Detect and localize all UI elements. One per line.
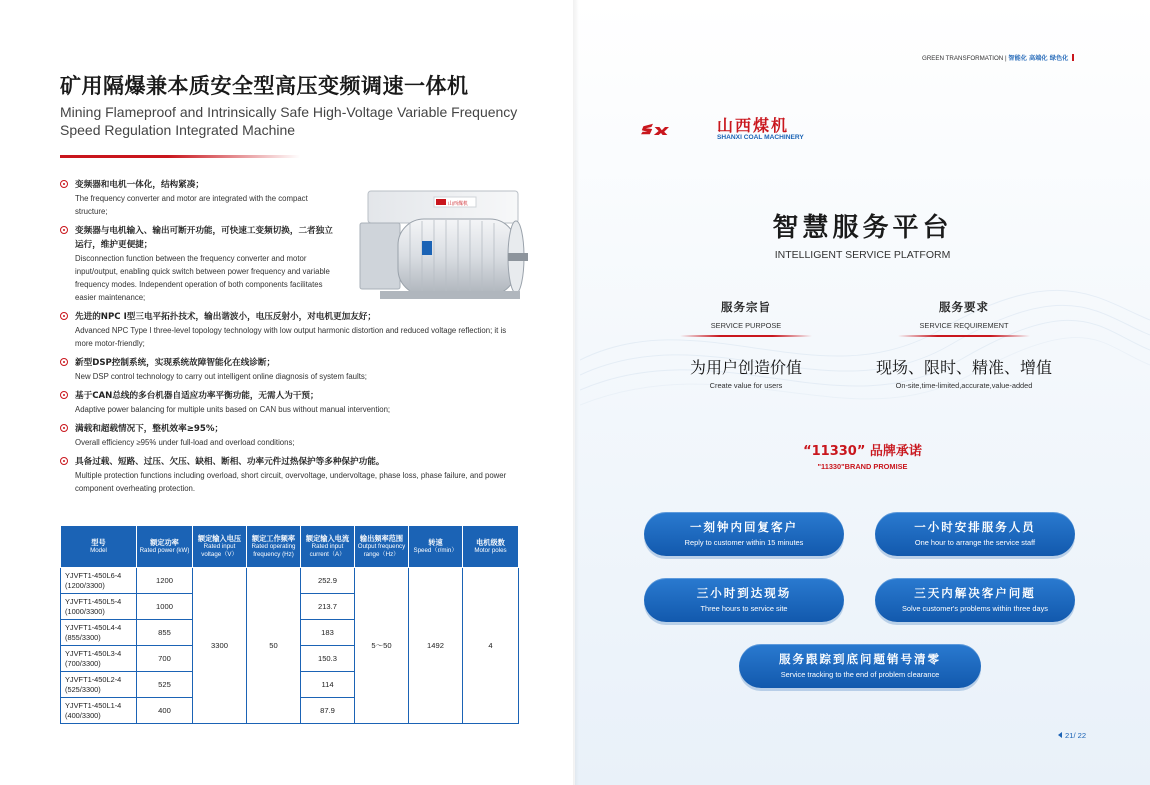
product-title-cn: 矿用隔爆兼本质安全型高压变频调速一体机 xyxy=(60,74,469,98)
feature-text-cn: 具备过载、短路、过压、欠压、缺相、断相、功率元件过热保护等多种保护功能。 xyxy=(75,457,385,467)
spec-table xyxy=(60,525,519,724)
header-motor-poles: 电机级数 Motor poles xyxy=(463,526,519,568)
feature-text-cn: 新型DSP控制系统，实现系统故障智能化在线诊断； xyxy=(75,358,276,368)
heading-underline xyxy=(898,335,1030,337)
page-fold xyxy=(573,0,579,785)
cell-current: 213.7 xyxy=(301,594,355,620)
header-rated-input-voltage: 额定输入电压 Rated input voltage（V） xyxy=(193,526,247,568)
cell-speed: 1492 xyxy=(409,568,463,724)
platform-title-en: INTELLIGENT SERVICE PLATFORM xyxy=(774,249,951,261)
cell-power: 855 xyxy=(137,620,193,646)
bullet-icon xyxy=(60,391,68,399)
service-requirement-value: 现场、限时、精准、增值 On-site,time-limited,accurate,value-added xyxy=(875,358,1052,390)
cell-voltage: 3300 xyxy=(193,568,247,724)
cell-model: YJVFT1-450L1-4 (400/3300) xyxy=(61,698,137,724)
cell-current: 183 xyxy=(301,620,355,646)
header-speed: 转速 Speed（r/min） xyxy=(409,526,463,568)
feature-text-en: New DSP control technology to carry out intelligent online diagnosis of system faults; xyxy=(75,372,367,381)
feature-text-en: Advanced NPC Type I three-level topology technology with low output harmonic distortion and reduced voltage reflection; it is more motor-friendly; xyxy=(75,326,507,348)
bullet-icon xyxy=(60,424,68,432)
cell-power: 700 xyxy=(137,646,193,672)
feature-text-en: Adaptive power balancing for multiple units based on CAN bus without manual intervention; xyxy=(75,405,391,414)
bullet-icon xyxy=(60,457,68,465)
cell-poles: 4 xyxy=(463,568,519,724)
header-rated-power: 额定功率 Rated power (kW) xyxy=(137,526,193,568)
feature-item xyxy=(60,389,525,416)
feature-text-en: The frequency converter and motor are integrated with the compact structure; xyxy=(75,194,308,216)
promise-pill-one-hour: 一小时安排服务人员 One hour to arrange the service staff xyxy=(875,512,1075,556)
cell-power: 1000 xyxy=(137,594,193,620)
product-title-en: Mining Flameproof and Intrinsically Safe High-Voltage Variable Frequency Speed Regulation Integrated Machine xyxy=(60,104,518,138)
cell-model: YJVFT1-450L2-4 (525/3300) xyxy=(61,672,137,698)
header-model: 型号 Model xyxy=(61,526,137,568)
table-header-row xyxy=(61,526,519,568)
bullet-icon xyxy=(60,180,68,188)
feature-item xyxy=(60,310,525,350)
machine-logo-text: 山西煤机 xyxy=(448,201,469,207)
feature-item xyxy=(60,422,525,449)
machine-image xyxy=(340,183,530,309)
feature-text-cn: 满载和超载情况下，整机效率≥95%； xyxy=(75,424,224,434)
feature-text-en: Multiple protection functions including overload, short circuit, overvoltage, undervoltage, phase loss, phase failure, and power component overheating protection. xyxy=(75,471,507,493)
feature-text-en: Disconnection function between the frequency converter and motor input/output, enabling quick switch between power frequency and variable frequency modes. Independent operation of both components facilitates easier maintenance; xyxy=(75,254,330,302)
feature-text-cn: 变频器与电机输入、输出可断开功能，可快速工变频切换，二者独立运行，维护更便捷； xyxy=(75,226,333,250)
tagline-separator: | xyxy=(1004,55,1007,62)
cell-current: 87.9 xyxy=(301,698,355,724)
wave-decoration xyxy=(580,240,1150,440)
page-number: 21/ 22 xyxy=(1058,731,1086,740)
cell-power: 525 xyxy=(137,672,193,698)
feature-text-cn: 基于CAN总线的多台机器自适应功率平衡功能，无需人为干预； xyxy=(75,391,319,401)
cell-model: YJVFT1-450L3-4 (700/3300) xyxy=(61,646,137,672)
feature-item xyxy=(60,455,525,495)
cell-power: 1200 xyxy=(137,568,193,594)
feature-text-cn: 先进的NPC I型三电平拓扑技术，输出谐波小，电压反射小，对电机更加友好； xyxy=(75,312,376,322)
promise-pill-15-minutes: 一刻钟内回复客户 Reply to customer within 15 minutes xyxy=(644,512,844,556)
brand-promise-en: "11330"BRAND PROMISE xyxy=(817,462,908,471)
tagline-en: GREEN TRANSFORMATION xyxy=(922,55,1004,62)
header-rated-operating-frequency: 额定工作频率 Rated operating frequency (Hz) xyxy=(247,526,301,568)
bullet-icon xyxy=(60,358,68,366)
tagline-cn: 智能化 高端化 绿色化 xyxy=(1008,55,1069,62)
brand-promise-cn: “11330” 品牌承诺 xyxy=(803,444,922,459)
header-output-frequency-range: 输出频率范围 Output frequency range（Hz） xyxy=(355,526,409,568)
company-name-cn: 山西煤机 xyxy=(717,116,790,135)
cell-current: 252.9 xyxy=(301,568,355,594)
top-tagline xyxy=(922,53,1074,62)
feature-text-en: Overall efficiency ≥95% under full-load and overload conditions; xyxy=(75,438,295,447)
company-name-en: SHANXI COAL MACHINERY xyxy=(717,134,804,141)
platform-title-cn: 智慧服务平台 xyxy=(772,213,953,243)
service-purpose-heading: 服务宗旨 SERVICE PURPOSE xyxy=(646,299,846,337)
cell-frequency: 50 xyxy=(247,568,301,724)
bullet-icon xyxy=(60,226,68,234)
company-logo-icon xyxy=(641,112,713,146)
heading-underline xyxy=(680,335,812,337)
cell-model: YJVFT1-450L4-4 (855/3300) xyxy=(61,620,137,646)
cell-current: 150.3 xyxy=(301,646,355,672)
promise-pill-three-days: 三天内解决客户问题 Solve customer's problems within three days xyxy=(875,578,1075,622)
title-underline xyxy=(60,155,300,158)
bullet-icon xyxy=(60,312,68,320)
cell-model: YJVFT1-450L5-4 (1000/3300) xyxy=(61,594,137,620)
cell-current: 114 xyxy=(301,672,355,698)
service-requirement-heading: 服务要求 SERVICE REQUIREMENT xyxy=(864,299,1064,337)
cell-power: 400 xyxy=(137,698,193,724)
service-purpose-value: 为用户创造价值 Create value for users xyxy=(689,358,802,390)
arrow-left-icon xyxy=(1058,732,1062,738)
promise-pill-three-hours: 三小时到达现场 Three hours to service site xyxy=(644,578,844,622)
promise-pill-tracking: 服务跟踪到底问题销号清零 Service tracking to the end of problem clearance xyxy=(739,644,981,688)
tagline-bar-icon xyxy=(1072,54,1074,61)
feature-item xyxy=(60,356,525,383)
cell-freq-range: 5～50 xyxy=(355,568,409,724)
header-rated-input-current: 额定输入电流 Rated input current（A） xyxy=(301,526,355,568)
brand-promise xyxy=(575,440,1150,471)
cell-model: YJVFT1-450L6-4 (1200/3300) xyxy=(61,568,137,594)
table-row xyxy=(61,568,519,594)
feature-text-cn: 变频器和电机一体化，结构紧凑； xyxy=(75,180,204,190)
